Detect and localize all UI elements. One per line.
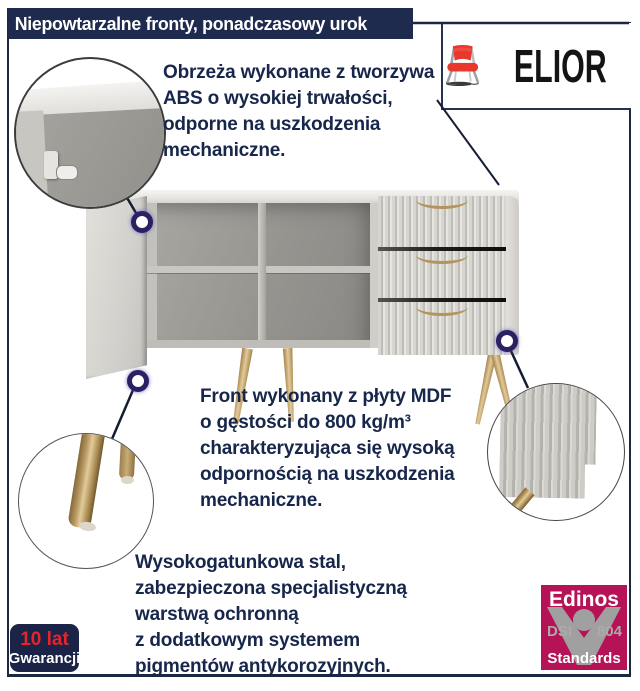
sideboard-drawers <box>378 196 506 355</box>
sideboard-mid-wall <box>370 203 378 348</box>
text-line: Wysokogatunkowa stal, <box>135 552 346 573</box>
standards-dsi: DSI <box>547 623 573 640</box>
frame-border-right <box>629 22 631 677</box>
leg-tip <box>78 521 96 533</box>
banner-title: Niepowtarzalne fronty, ponadczasowy urok <box>14 12 368 34</box>
text-line: o gęstości do 800 kg/m³ <box>200 412 411 433</box>
brand-logo-box <box>441 23 631 110</box>
text-line: pigmentów antykorozyjnych. <box>135 656 391 677</box>
annotation-abs-edges <box>163 60 434 164</box>
fluted-front-detail <box>499 383 597 499</box>
annotation-steel-legs <box>135 550 407 680</box>
detail-circle-steel-legs <box>18 433 154 569</box>
brand-name: ELIOR <box>514 39 608 92</box>
gold-leg-detail <box>119 434 136 481</box>
detail-circle-abs-edge <box>14 57 166 209</box>
standards-label: Standards <box>547 650 621 667</box>
warranty-years: 10 lat <box>20 629 69 650</box>
annotation-mdf-front <box>200 384 455 514</box>
frame-border-left <box>7 8 9 676</box>
text-line: ABS o wysokiej trwałości, <box>163 88 393 109</box>
leg-tip <box>121 476 134 484</box>
red-chair-icon <box>443 32 482 100</box>
detail-circle-mdf-front <box>487 383 625 521</box>
standards-brand: Edinos <box>548 588 619 611</box>
hinge-detail <box>56 165 78 180</box>
callout-marker-drawer <box>496 330 518 352</box>
callout-marker-leg <box>127 370 149 392</box>
standards-badge <box>541 585 627 670</box>
standards-number: 804 <box>596 623 622 640</box>
sideboard-floor <box>146 340 374 348</box>
text-line: zabezpieczona specjalistyczną <box>135 578 407 599</box>
warranty-badge <box>10 624 79 672</box>
text-line: Front wykonany z płyty MDF <box>200 386 452 407</box>
gold-leg-detail <box>67 433 105 529</box>
text-line: odporne na uszkodzenia <box>163 114 381 135</box>
callout-marker-door <box>131 211 153 233</box>
text-line: charakteryzująca się wysoką <box>200 438 455 459</box>
text-line: odpornością na uszkodzenia <box>200 464 455 485</box>
banner <box>8 8 413 39</box>
text-line: z dodatkowym systemem <box>135 630 360 651</box>
warranty-label: Gwarancji <box>8 650 81 667</box>
sideboard-divider <box>258 203 266 348</box>
text-line: mechaniczne. <box>200 490 323 511</box>
text-line: Obrzeża wykonane z tworzywa <box>163 62 435 83</box>
text-line: warstwą ochronną <box>135 604 299 625</box>
text-line: mechaniczne. <box>163 140 286 161</box>
